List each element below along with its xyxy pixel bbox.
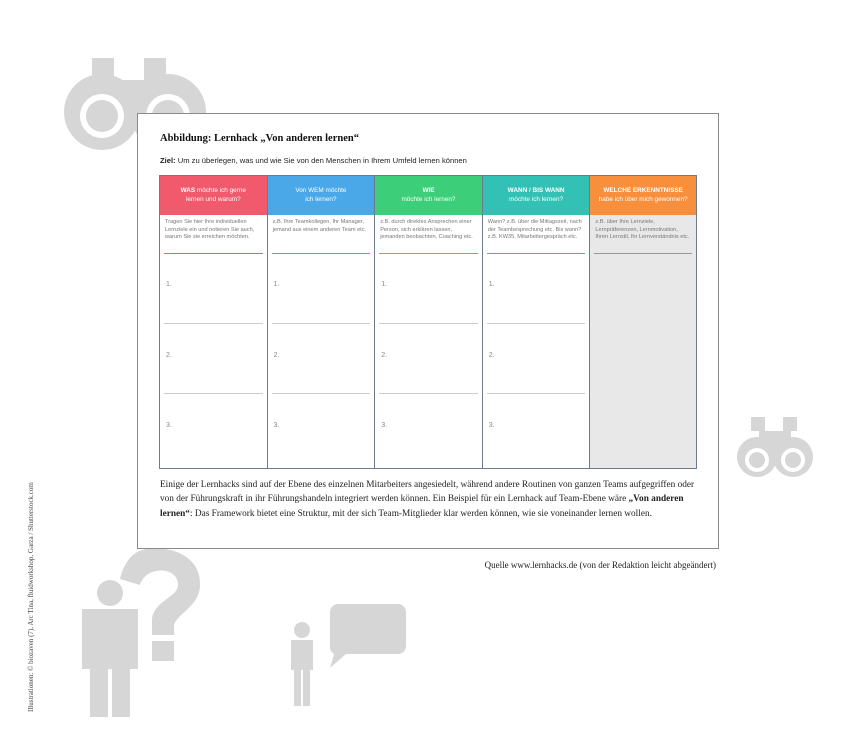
row-divider (379, 323, 478, 324)
row-number: 2. (273, 352, 280, 359)
goal-line (160, 156, 467, 165)
column-header-bold: WIE (422, 186, 435, 194)
column-header-rest: Von WEM möchte (295, 186, 347, 194)
column-header-line1 (295, 187, 346, 196)
illustration-credit: Illustrationen: © biozaven (7), Arc Tina, fluidworkshop, Garza / Shutterstock.com (27, 482, 35, 712)
row-number: 2. (488, 352, 495, 359)
column-header-line1 (422, 187, 434, 196)
column-description: Tragen Sie hier Ihre individuellen Lernziele ein und notieren Sie auch, warum Sie sie erreichen möchten. (165, 219, 255, 241)
grid-column (482, 175, 590, 469)
row-divider (164, 323, 263, 324)
goal-text: Um zu überlegen, was und wie Sie von den Menschen in Ihrem Umfeld lernen können (175, 156, 467, 165)
column-header-rest: möchte ich gerne (195, 186, 246, 194)
source-note: Quelle www.lernhacks.de (von der Redaktion leicht abgeändert) (484, 560, 716, 570)
column-header-line2: möchte ich lernen? (509, 195, 564, 203)
paragraph-bold: „Von anderen lernen“ (160, 494, 684, 519)
column-header-line1 (603, 187, 683, 196)
figure-card (137, 113, 719, 549)
column-header-line2: möchte ich lernen? (401, 195, 456, 203)
grid-column (159, 175, 267, 469)
row-number: 3. (166, 422, 172, 429)
row-number: 2. (381, 352, 388, 359)
column-header-bold: WAS (180, 186, 196, 194)
figure-title: Abbildung: Lernhack „Von anderen lernen“ (160, 133, 359, 144)
column-underline (272, 253, 371, 254)
row-number: 3. (273, 422, 280, 429)
grid-column (267, 175, 375, 469)
column-header-line2: lernen und warum? (185, 195, 241, 203)
column-underline (164, 253, 263, 254)
goal-label: Ziel: (160, 156, 176, 165)
column-description: Wann? z.B. über die Mittagszeit, nach der Teambesprechung etc. Bis wann? z.B. KW35, Mitarbeitergespräch etc. (487, 219, 582, 241)
row-number: 3. (381, 422, 388, 429)
column-header-line2: habe ich über mich gewonnen? (598, 195, 688, 203)
column-header-line2: ich lernen? (305, 195, 337, 203)
grid-column (589, 175, 697, 469)
column-underline (594, 253, 692, 254)
body-paragraph (160, 478, 700, 521)
grid-column (374, 175, 482, 469)
column-description: z.B. Ihre Teamkollegen, Ihr Manager, jemand aus einem anderen Team etc. (272, 219, 367, 233)
row-number: 1. (273, 281, 280, 288)
column-header (375, 176, 482, 215)
row-number: 2. (166, 352, 172, 359)
lernhack-grid (159, 175, 697, 469)
column-header-bold: WELCHE ERKENNTNISSE (603, 186, 683, 194)
column-header-line1 (508, 187, 565, 196)
binoculars-icon (737, 415, 817, 480)
column-description: z.B. durch direktes Ansprechen einer Person, sich erklären lassen, jemanden beobachten, Coaching etc. (380, 219, 473, 241)
column-description: z.B. über Ihre Lernziele, Lernpräferenzen, Lernmotivation, Ihren Lernstil, Ihr Lernverständnis etc. (595, 219, 690, 241)
paragraph-text-end: : Das Framework bietet eine Struktur, mit der sich Team-Mitglieder klar werden können, wie sie voneinander lernen wollen. (189, 508, 652, 519)
column-header (268, 176, 375, 215)
row-divider (379, 393, 478, 394)
row-number: 1. (488, 281, 495, 288)
paragraph-text: Einige der Lernhacks sind auf der Ebene des einzelnen Mitarbeiters angesiedelt, während andere Routinen von ganzen Teams aufgegriffen oder von der Führungskraft in ihr Führungshandeln integriert werden können. Ein Beispiel für ein Lernhack auf Team-Ebene wäre (160, 480, 695, 505)
row-divider (272, 323, 371, 324)
column-underline (379, 253, 478, 254)
row-divider (272, 393, 371, 394)
column-header-bold: WANN / BIS WANN (507, 186, 565, 194)
row-number: 1. (381, 281, 388, 288)
row-divider (487, 323, 586, 324)
person-speech-bubble-icon (288, 600, 408, 710)
row-number: 1. (166, 281, 172, 288)
column-header (590, 176, 696, 215)
person-question-icon (78, 545, 218, 720)
column-header (160, 176, 267, 215)
column-header-line1 (181, 187, 246, 196)
row-divider (164, 393, 263, 394)
row-number: 3. (488, 422, 495, 429)
column-header (483, 176, 590, 215)
column-underline (487, 253, 586, 254)
row-divider (487, 393, 586, 394)
